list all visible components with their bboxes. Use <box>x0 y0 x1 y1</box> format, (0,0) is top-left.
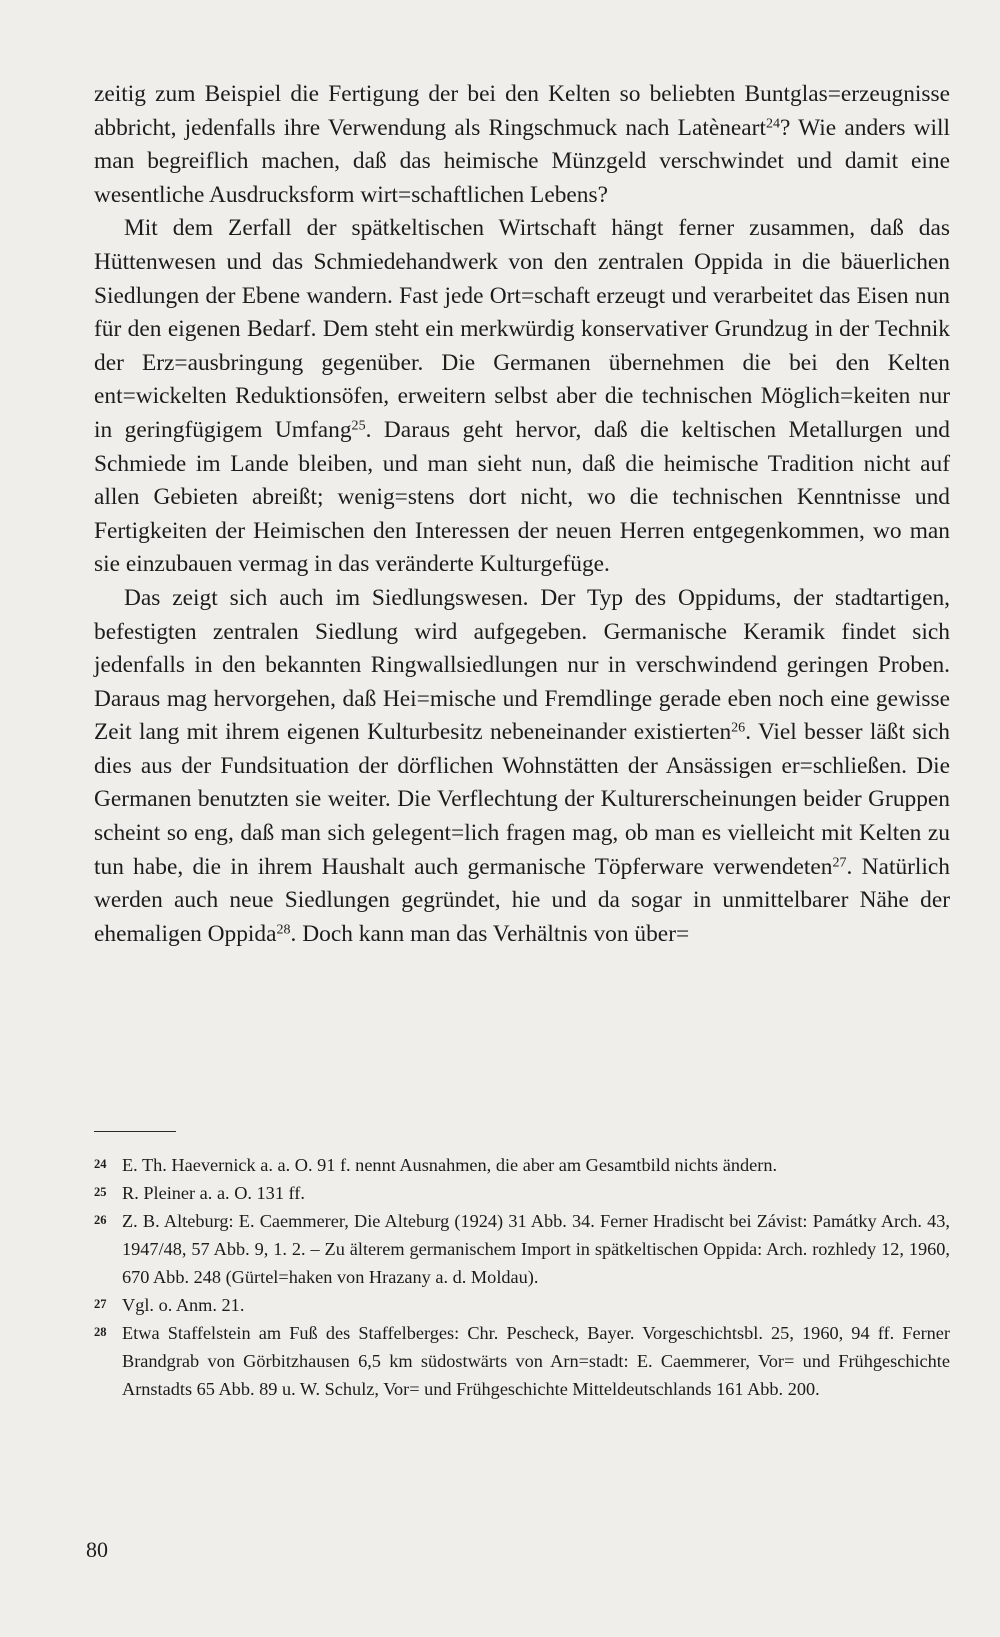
footnote-text: Z. B. Alteburg: E. Caemmerer, Die Alteburg (1924) 31 Abb. 34. Ferner Hradischt bei Závist: Památky Arch. 43, 1947/48, 57 Abb. 9, 1. 2. – Zu älterem germanischem Import in spätkeltischen Oppida: Arch. rozhledy 12, 1960, 670 Abb. 248 (Gürtel=haken von Hrazany a. d. Moldau). <box>122 1211 950 1287</box>
page-number: 80 <box>86 1537 108 1562</box>
footnotes <box>94 1151 950 1403</box>
footnote-text: Vgl. o. Anm. 21. <box>122 1295 245 1315</box>
footnote-26 <box>94 1207 950 1291</box>
paragraph-1-text-end: ? Wie anders will man begreiflich machen, daß das heimische Münzgeld verschwindet und damit eine wesentliche Ausdrucksform wirt=schaftlichen Lebens? <box>94 114 950 208</box>
footnote-25 <box>94 1179 950 1207</box>
footnote-28 <box>94 1319 950 1403</box>
footnote-divider <box>94 1131 176 1132</box>
footnote-ref-24: 24 <box>765 114 781 131</box>
paragraph-1 <box>94 78 950 212</box>
footnote-number: 27 <box>94 1297 107 1311</box>
footnote-text: E. Th. Haevernick a. a. O. 91 f. nennt Ausnahmen, die aber am Gesamtbild nichts ändern. <box>122 1155 778 1175</box>
paragraph-2-text-end: . Daraus geht hervor, daß die keltischen Metallurgen und Schmiede im Lande bleiben, und man sieht nun, daß die heimische Tradition nicht auf allen Gebieten abreißt; wenig=stens dort nicht, wo die technischen Kenntnisse und Fertigkeiten der Heimischen den Interessen der neuen Herren entgegenkommen, wo man sie einzubauen vermag in das veränderte Kulturgefüge. <box>94 416 950 578</box>
footnote-ref-27: 27 <box>832 853 847 870</box>
footnote-number: 26 <box>94 1213 107 1227</box>
paragraph-2 <box>94 212 950 582</box>
footnote-ref-28: 28 <box>276 921 291 938</box>
footnote-ref-25: 25 <box>351 417 366 434</box>
paragraph-3-text-d: . Doch kann man das Verhältnis von über= <box>290 920 690 947</box>
footnote-number: 28 <box>94 1325 107 1339</box>
footnote-text: R. Pleiner a. a. O. 131 ff. <box>122 1183 305 1203</box>
paragraph-3-text-b: . Viel besser läßt sich dies aus der Fundsituation der dörflichen Wohnstätten der Ansässigen er=schließen. Die Germanen benutzten sie weiter. Die Verflechtung der Kulturerscheinungen beider Gruppen scheint so eng, daß man sich gelegent=lich fragen mag, ob man es vielleicht mit Kelten zu tun habe, die in ihrem Haushalt auch germanische Töpferware verwendeten <box>94 719 951 880</box>
paragraph-1-text: zeitig zum Beispiel die Fertigung der bei den Kelten so beliebten Buntglas=erzeugnisse abbricht, jedenfalls ihre Verwendung als Ringschmuck nach Latèneart <box>94 81 950 141</box>
footnote-ref-26: 26 <box>731 719 746 736</box>
paragraph-3-text-a: Das zeigt sich auch im Siedlungswesen. Der Typ des Oppidums, der stadtartigen, befestigten zentralen Siedlung wird aufgegeben. Germanische Keramik findet sich jedenfalls in den bekannten Ringwallsiedlungen nur in verschwindend geringen Proben. Daraus mag hervorgehen, daß Hei=mische und Fremdlinge gerade eben noch eine gewisse Zeit lang mit ihrem eigenen Kulturbesitz nebeneinander existierten <box>94 584 950 746</box>
paragraph-3-text-c: . Natürlich werden auch neue Siedlungen gegründet, hie und da sogar in unmittelbarer Nähe der ehemaligen Oppida <box>94 853 951 947</box>
paragraph-2-text: Mit dem Zerfall der spätkeltischen Wirtschaft hängt ferner zusammen, daß das Hüttenwesen und das Schmiedehandwerk von den zentralen Oppida in die bäuerlichen Siedlungen der Ebene wandern. Fast jede Ort=schaft erzeugt und verarbeitet das Eisen nun für den eigenen Bedarf. Dem steht ein merkwürdig konservativer Grundzug in der Technik der Erz=ausbringung gegenüber. Die Germanen übernehmen die bei den Kelten ent=wickelten Reduktionsöfen, erweitern selbst aber die technischen Möglich=keiten nur in geringfügigem Umfang <box>94 215 950 443</box>
footnote-number: 25 <box>94 1185 107 1199</box>
paragraph-3 <box>94 582 950 952</box>
main-text <box>94 78 950 951</box>
footnote-number: 24 <box>94 1157 107 1171</box>
footnote-text: Etwa Staffelstein am Fuß des Staffelberges: Chr. Pescheck, Bayer. Vorgeschichtsbl. 25, 1960, 94 ff. Ferner Brandgrab von Görbitzhausen 6,5 km südostwärts von Arn=stadt: E. Caemmerer, Vor= und Frühgeschichte Arnstadts 65 Abb. 89 u. W. Schulz, Vor= und Frühgeschichte Mitteldeutschlands 161 Abb. 200. <box>122 1323 950 1399</box>
footnote-24 <box>94 1151 950 1179</box>
footnote-27 <box>94 1291 950 1319</box>
